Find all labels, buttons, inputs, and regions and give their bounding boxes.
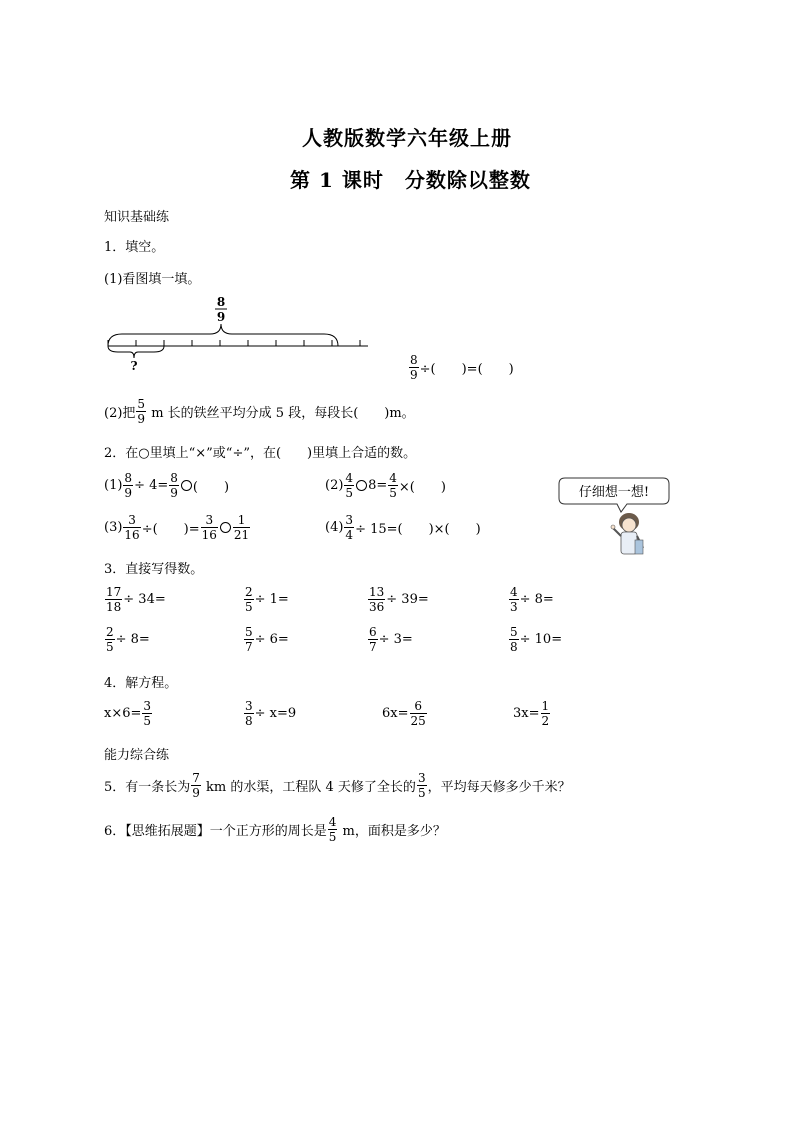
operator-circle	[356, 480, 367, 491]
diagram-top-numerator: 8	[216, 295, 226, 309]
q3-item-4: $\frac{4}{3}$ ÷ 8=	[510, 585, 554, 614]
question-3-heading: 3．直接写得数。	[104, 562, 204, 577]
q4-equation-4: 3x= $\frac{1}{2}$	[513, 699, 550, 728]
q3-item-5: $\frac{2}{5}$ ÷ 8=	[106, 625, 150, 654]
q4-equation-2: $\frac{3}{8}$ ÷ x=9	[245, 699, 297, 728]
question-5: 5．有一条长为 $\frac{7}{9}$ km 的水渠，工程队 4 天修了全长的 $\frac{3}{5}$ ，平均每天修多少千米？	[104, 771, 571, 800]
q1-equation: $\frac{8}{9}$ ÷( )=( )	[410, 353, 514, 382]
question-1-part-2: (2)把 $\frac{5}{9}$ m 长的铁丝平均分成 5 段，每段长( )m。	[104, 397, 415, 426]
question-6: 6．【思维拓展题】一个正方形的周长是 $\frac{4}{5}$ m，面积是多少？	[104, 815, 446, 844]
fraction: $\frac{5}{9}$	[137, 397, 146, 426]
thinking-student-illustration	[555, 474, 673, 560]
operator-circle	[220, 522, 231, 533]
speech-bubble-text: 仔细想一想!	[578, 485, 650, 500]
question-1-heading: 1．填空。	[104, 240, 165, 255]
q3-item-6: $\frac{5}{7}$ ÷ 6=	[245, 625, 289, 654]
q4-equation-1: x×6= $\frac{3}{5}$	[104, 699, 152, 728]
q3-item-8: $\frac{5}{8}$ ÷ 10=	[510, 625, 563, 654]
q3-item-1: $\frac{17}{18}$ ÷ 34=	[106, 585, 166, 614]
diagram-question-mark: ?	[130, 359, 138, 373]
question-1-part-1-label: (1)看图填一填。	[104, 272, 201, 287]
number-line-diagram	[100, 294, 380, 374]
q2-item-4: (4) $\frac{3}{4}$ ÷ 15=( )×( )	[325, 513, 481, 542]
page-subtitle: 第 1 课时 分数除以整数	[290, 168, 531, 192]
question-4-heading: 4．解方程。	[104, 676, 178, 691]
q3-item-7: $\frac{6}{7}$ ÷ 3=	[369, 625, 413, 654]
section-heading-basic: 知识基础练	[104, 210, 170, 225]
q3-item-2: $\frac{2}{5}$ ÷ 1=	[245, 585, 289, 614]
page-title: 人教版数学六年级上册	[302, 126, 512, 150]
diagram-top-denominator: 9	[216, 310, 226, 324]
q4-equation-3: 6x= $\frac{6}{25}$	[382, 699, 426, 728]
operator-circle	[181, 480, 192, 491]
q2-item-2: (2) $\frac{4}{5}$ 8= $\frac{4}{5}$ ×( )	[325, 471, 446, 500]
section-heading-comprehensive: 能力综合练	[104, 748, 170, 763]
q2-item-3: (3) $\frac{3}{16}$ ÷( )= $\frac{3}{16}$ $\frac{1}{21}$	[104, 513, 250, 542]
question-2-heading: 2．在○里填上“×”或“÷”，在( )里填上合适的数。	[104, 446, 417, 461]
q3-item-3: $\frac{13}{36}$ ÷ 39=	[369, 585, 429, 614]
fraction: $\frac{8}{9}$	[410, 353, 418, 382]
q2-item-1: (1) $\frac{8}{9}$ ÷ 4= $\frac{8}{9}$ ( )	[104, 471, 230, 500]
